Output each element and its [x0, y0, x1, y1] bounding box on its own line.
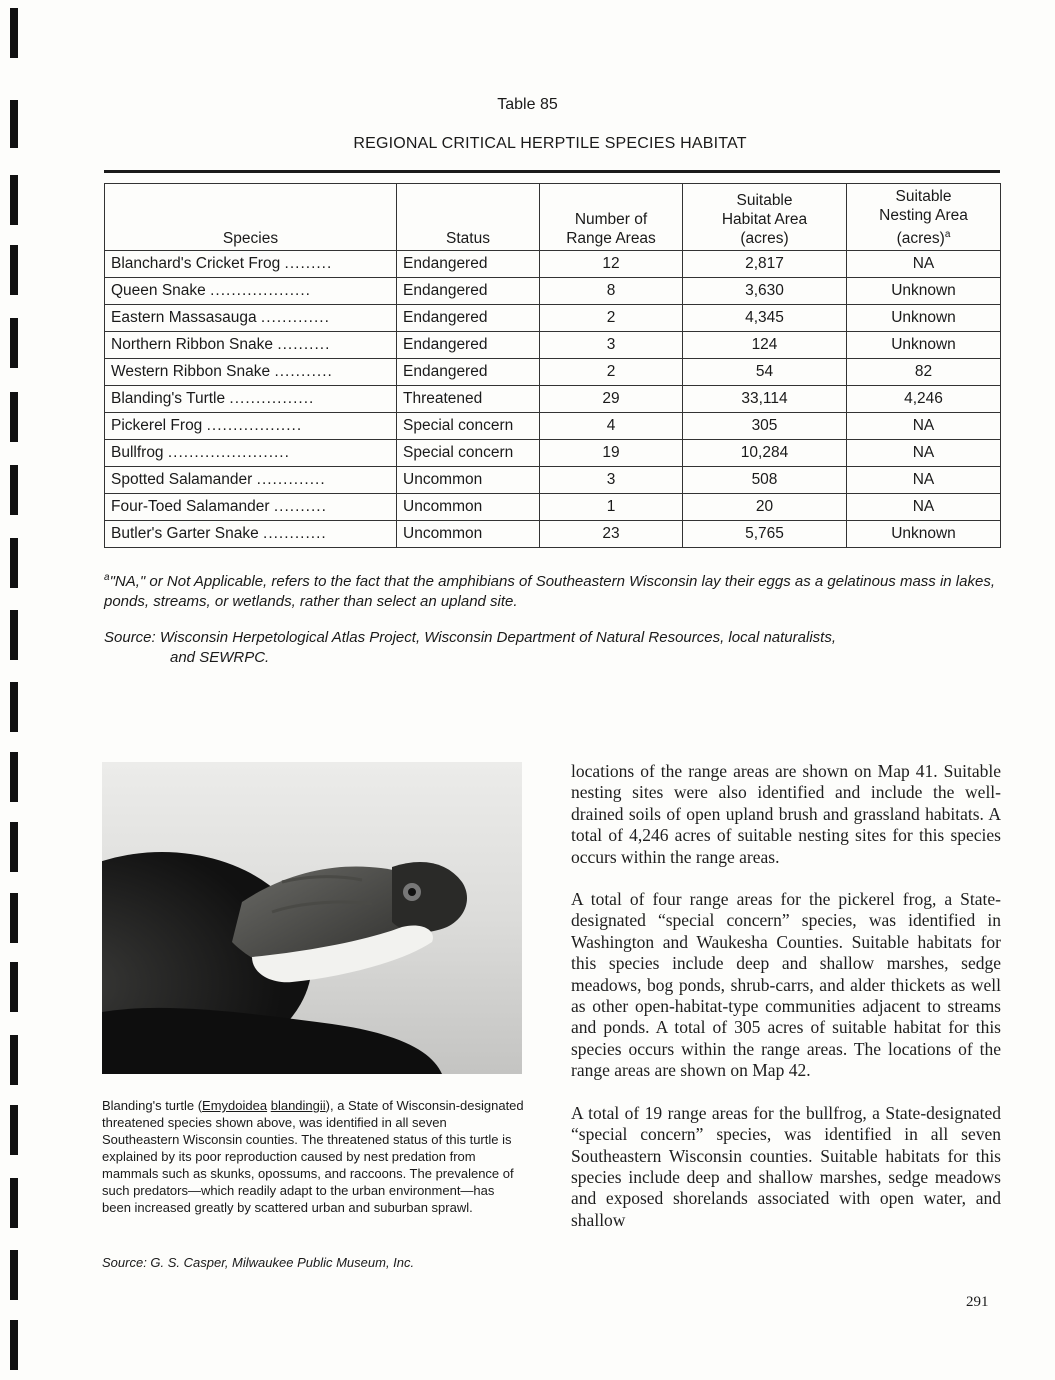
species-name: Blanding's Turtle — [111, 390, 226, 407]
cell-nesting-area: Unknown — [847, 305, 1001, 332]
cell-nesting-area: Unknown — [847, 278, 1001, 305]
header-habitat-area: Suitable Habitat Area (acres) — [683, 184, 847, 251]
table-row — [105, 494, 1001, 521]
cell-status: Uncommon — [397, 467, 540, 494]
cell-species — [105, 251, 397, 278]
cell-status: Endangered — [397, 251, 540, 278]
caption-species: blandingii — [270, 1098, 326, 1113]
cell-range-areas: 8 — [540, 278, 683, 305]
binding-mark — [10, 610, 18, 660]
binding-mark — [10, 1178, 18, 1228]
table-source-line2: and SEWRPC. — [170, 649, 270, 666]
binding-mark — [10, 8, 18, 58]
table-top-rule — [104, 170, 1000, 173]
binding-mark — [10, 1250, 18, 1300]
binding-mark — [10, 245, 18, 295]
cell-nesting-area: NA — [847, 251, 1001, 278]
table-header-row — [105, 184, 1001, 251]
cell-habitat-area: 3,630 — [683, 278, 847, 305]
cell-habitat-area: 10,284 — [683, 440, 847, 467]
header-species: Species — [105, 184, 397, 251]
species-name: Four-Toed Salamander — [111, 498, 270, 515]
table-row — [105, 467, 1001, 494]
cell-nesting-area: NA — [847, 440, 1001, 467]
binding-mark — [10, 893, 18, 943]
species-name: Queen Snake — [111, 282, 206, 299]
species-name: Spotted Salamander — [111, 471, 253, 488]
binding-mark — [10, 822, 18, 872]
cell-range-areas: 1 — [540, 494, 683, 521]
species-name: Pickerel Frog — [111, 417, 203, 434]
cell-nesting-area: 4,246 — [847, 386, 1001, 413]
table-footnote — [104, 568, 1004, 612]
cell-range-areas: 2 — [540, 305, 683, 332]
cell-habitat-area: 2,817 — [683, 251, 847, 278]
table-source — [104, 628, 1004, 668]
leader-dots: ................... — [210, 282, 311, 299]
header-status: Status — [397, 184, 540, 251]
binding-mark — [10, 962, 18, 1012]
cell-range-areas: 2 — [540, 359, 683, 386]
turtle-photo — [102, 762, 522, 1074]
cell-habitat-area: 5,765 — [683, 521, 847, 548]
table-number: Table 85 — [497, 96, 558, 113]
cell-nesting-area: NA — [847, 413, 1001, 440]
cell-range-areas: 12 — [540, 251, 683, 278]
cell-status: Special concern — [397, 413, 540, 440]
leader-dots: ........... — [274, 363, 333, 380]
species-name: Blanchard's Cricket Frog — [111, 255, 281, 272]
binding-mark — [10, 465, 18, 515]
species-name: Western Ribbon Snake — [111, 363, 271, 380]
table-row — [105, 413, 1001, 440]
table-row — [105, 386, 1001, 413]
cell-species — [105, 494, 397, 521]
species-name: Bullfrog — [111, 444, 164, 461]
cell-nesting-area: Unknown — [847, 521, 1001, 548]
body-paragraph: A total of 19 range areas for the bullfrog, a State-designated “special concern” species, was identified in all seven Southeastern Wisconsin counties. Suitable habitats for this species include deep and shallow marshes, sedge meadows and exposed shorelands associated with open water, and shallow — [571, 1102, 1001, 1230]
table-title: REGIONAL CRITICAL HERPTILE SPECIES HABITAT — [353, 135, 747, 152]
footnote-mark: a — [104, 572, 110, 583]
cell-habitat-area: 305 — [683, 413, 847, 440]
species-name: Butler's Garter Snake — [111, 525, 259, 542]
table-source-line1: Source: Wisconsin Herpetological Atlas Project, Wisconsin Department of Natural Resources, local naturalists, — [104, 629, 836, 646]
leader-dots: .......... — [277, 336, 331, 353]
cell-species — [105, 359, 397, 386]
leader-dots: .................. — [206, 417, 303, 434]
leader-dots: .......... — [273, 498, 327, 515]
table-row — [105, 305, 1001, 332]
binding-mark — [10, 752, 18, 802]
cell-nesting-area: 82 — [847, 359, 1001, 386]
page-number: 291 — [966, 1294, 989, 1310]
cell-status: Special concern — [397, 440, 540, 467]
table-row — [105, 278, 1001, 305]
cell-nesting-area: Unknown — [847, 332, 1001, 359]
photo-source: Source: G. S. Casper, Milwaukee Public Museum, Inc. — [102, 1255, 415, 1270]
table-row — [105, 359, 1001, 386]
cell-species — [105, 467, 397, 494]
cell-status: Uncommon — [397, 494, 540, 521]
leader-dots: ............. — [260, 309, 330, 326]
cell-species — [105, 440, 397, 467]
binding-mark — [10, 1035, 18, 1085]
cell-habitat-area: 33,114 — [683, 386, 847, 413]
cell-nesting-area: NA — [847, 494, 1001, 521]
cell-status: Endangered — [397, 332, 540, 359]
binding-mark — [10, 392, 18, 442]
cell-species — [105, 413, 397, 440]
cell-range-areas: 19 — [540, 440, 683, 467]
cell-status: Endangered — [397, 305, 540, 332]
cell-range-areas: 29 — [540, 386, 683, 413]
cell-species — [105, 521, 397, 548]
cell-species — [105, 386, 397, 413]
leader-dots: ............. — [256, 471, 326, 488]
binding-mark — [10, 1105, 18, 1155]
cell-range-areas: 3 — [540, 332, 683, 359]
cell-species — [105, 332, 397, 359]
species-name: Eastern Massasauga — [111, 309, 257, 326]
binding-mark — [10, 1320, 18, 1370]
binding-mark — [10, 682, 18, 732]
table-row — [105, 440, 1001, 467]
species-name: Northern Ribbon Snake — [111, 336, 273, 353]
cell-habitat-area: 54 — [683, 359, 847, 386]
cell-habitat-area: 20 — [683, 494, 847, 521]
binding-mark — [10, 538, 18, 588]
cell-range-areas: 4 — [540, 413, 683, 440]
body-paragraph: locations of the range areas are shown on Map 41. Suitable nesting sites were also identified and include the well-drained soils of open upland brush and grassland habitats. A total of 4,246 acres of suitable nesting sites for this species occurs within the range areas. — [571, 761, 1001, 867]
cell-status: Endangered — [397, 278, 540, 305]
header-range-areas: Number of Range Areas — [540, 184, 683, 251]
habitat-table — [104, 183, 1001, 548]
cell-nesting-area: NA — [847, 467, 1001, 494]
footnote-text: "NA," or Not Applicable, refers to the fact that the amphibians of Southeastern Wisconsin lay their eggs as a gelatinous mass in lakes, ponds, streams, or wetlands, rather than select an upland site. — [104, 573, 995, 610]
table-row — [105, 251, 1001, 278]
cell-status: Endangered — [397, 359, 540, 386]
body-text — [571, 761, 1001, 1252]
cell-habitat-area: 508 — [683, 467, 847, 494]
cell-range-areas: 3 — [540, 467, 683, 494]
leader-dots: ....................... — [167, 444, 290, 461]
leader-dots: ............ — [263, 525, 327, 542]
photo-caption: Blanding's turtle (Emydoidea blandingii), a State of Wisconsin-designated threatened species shown above, was identified in all seven Southeastern Wisconsin counties. The threatened status of this turtle is explained by its poor reproduction caused by nest predation from mammals such as skunks, opossums, and raccoons. The prevalence of such predators—which readily adapt to the urban environment—has been increased greatly by scattered urban and suburban sprawl. — [102, 1098, 524, 1215]
cell-species — [105, 305, 397, 332]
binding-mark — [10, 175, 18, 225]
caption-genus: Emydoidea — [202, 1098, 268, 1113]
table-row — [105, 332, 1001, 359]
cell-species — [105, 278, 397, 305]
cell-habitat-area: 4,345 — [683, 305, 847, 332]
turtle-photo-illustration — [102, 762, 522, 1074]
table-row — [105, 521, 1001, 548]
body-paragraph: A total of four range areas for the pickerel frog, a State-designated “special concern” species, was identified in Washington and Waukesha Counties. Suitable habitats for this species include deep and shallow marshes, sedge meadows, bog ponds, shrub-carrs, and alder thickets as well as other open-habitat-type communities adjacent to streams and ponds. A total of 305 acres of suitable habitat for this species occurs within the range areas. The locations of the range areas are shown on Map 42. — [571, 889, 1001, 1081]
header-nesting-area: Suitable Nesting Area (acres)$^a$ — [847, 184, 1001, 251]
footnote-mark: a — [944, 228, 951, 240]
leader-dots: ................ — [229, 390, 315, 407]
cell-habitat-area: 124 — [683, 332, 847, 359]
binding-mark — [10, 318, 18, 368]
cell-status: Threatened — [397, 386, 540, 413]
leader-dots: ......... — [284, 255, 333, 272]
cell-range-areas: 23 — [540, 521, 683, 548]
cell-status: Uncommon — [397, 521, 540, 548]
